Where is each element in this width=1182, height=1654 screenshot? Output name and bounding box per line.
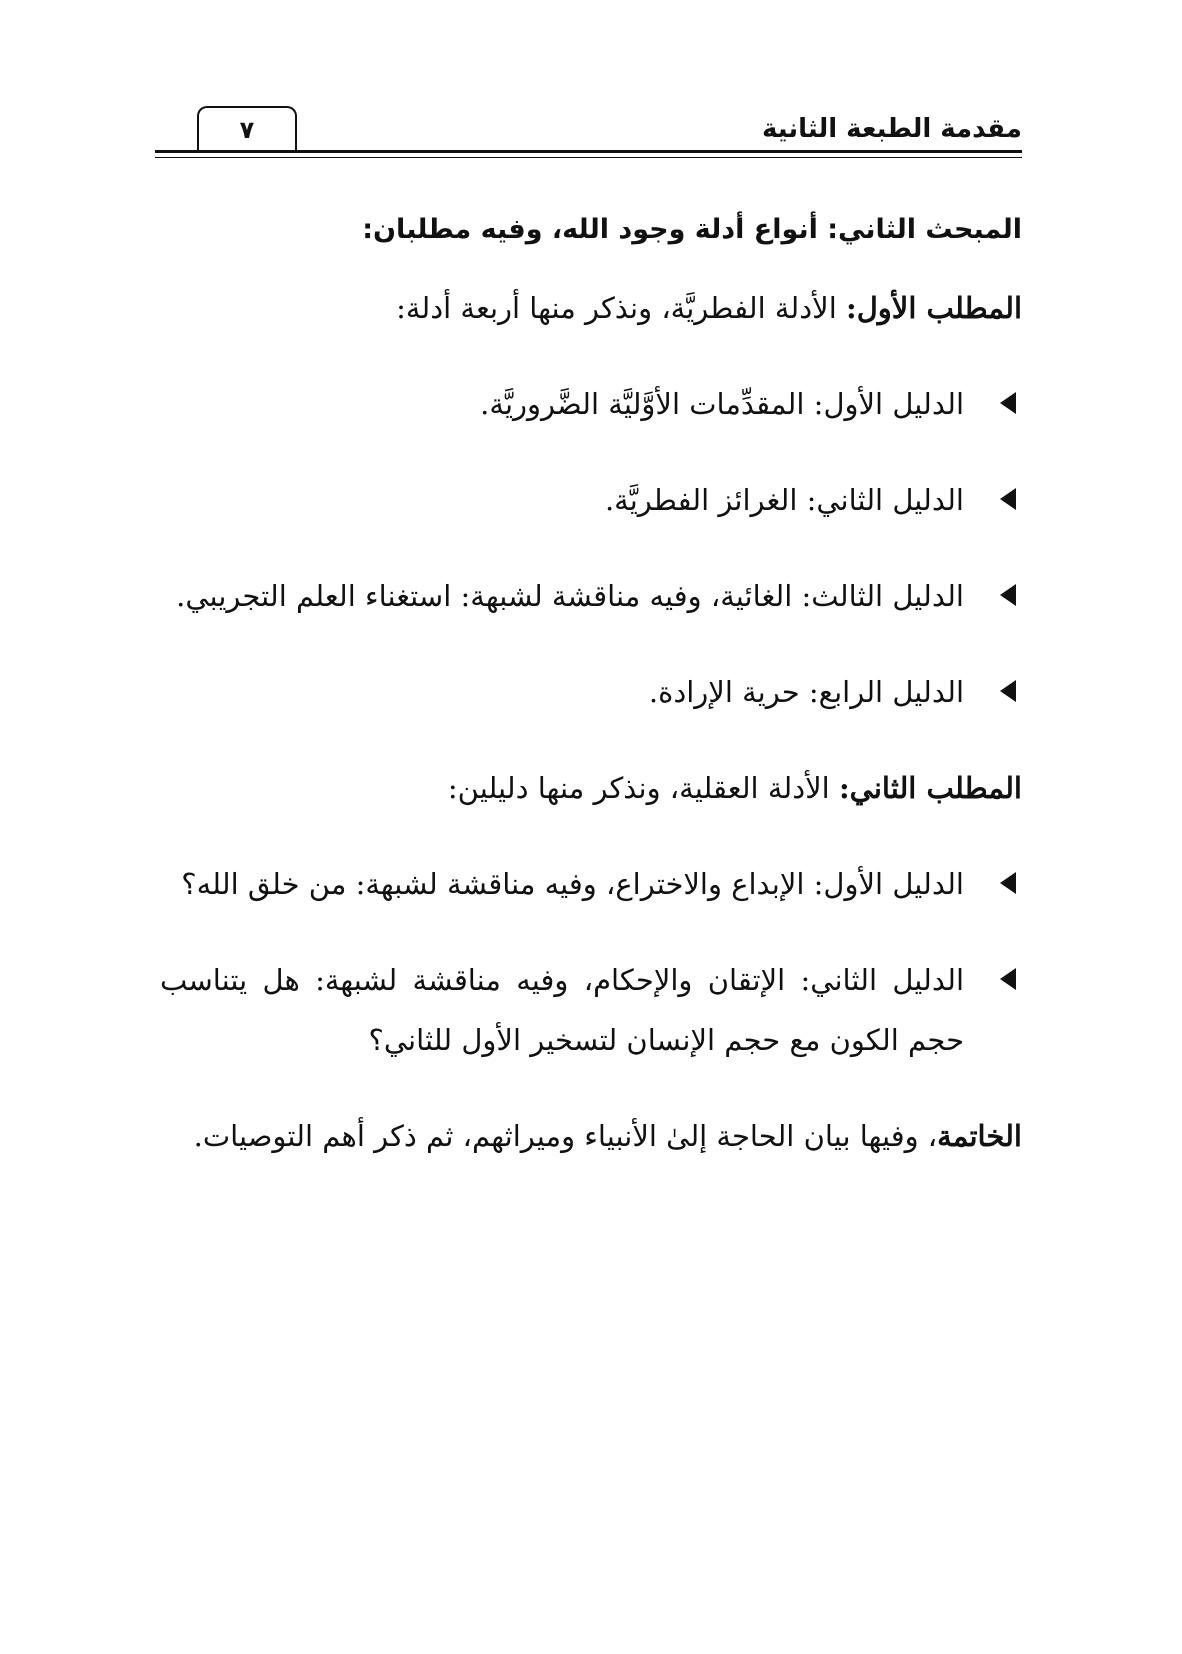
triangle-bullet-icon	[1000, 584, 1016, 606]
page-number: ٧	[239, 116, 255, 144]
list-item	[160, 566, 1022, 626]
triangle-bullet-icon	[1000, 680, 1016, 702]
list-item-text: الدليل الأول: المقدِّمات الأوَّليَّة الضَّروريَّة.	[480, 387, 964, 421]
first-topic-text: الأدلة الفطريَّة، ونذكر منها أربعة أدلة:	[396, 291, 846, 325]
header-rule-thin	[155, 157, 1022, 158]
first-topic-label: المطلب الأول:	[846, 291, 1022, 325]
list-item-text: الدليل الثالث: الغائية، وفيه مناقشة لشبهة: استغناء العلم التجريبي.	[176, 579, 964, 613]
second-topic-label: المطلب الثاني:	[838, 771, 1022, 805]
list-item	[160, 662, 1022, 722]
conclusion-label: الخاتمة	[937, 1119, 1022, 1153]
list-item-text: الدليل الثاني: الإتقان والإحكام، وفيه مناقشة لشبهة: هل يتناسب حجم الكون مع حجم الإنسان لتسخير الأول للثاني؟	[160, 963, 964, 1057]
list-item	[160, 950, 1022, 1070]
list-item	[160, 854, 1022, 914]
triangle-bullet-icon	[1000, 392, 1016, 414]
triangle-bullet-icon	[1000, 872, 1016, 894]
triangle-bullet-icon	[1000, 968, 1016, 990]
page-body	[160, 200, 1022, 1202]
header-rule-thick	[155, 150, 1022, 153]
running-header-title: مقدمة الطبعة الثانية	[761, 114, 1022, 144]
conclusion-text: ، وفيها بيان الحاجة إلىٰ الأنبياء وميراثهم، ثم ذكر أهم التوصيات.	[193, 1119, 938, 1153]
list-item-text: الدليل الرابع: حرية الإرادة.	[648, 675, 964, 709]
second-topic-paragraph	[160, 758, 1022, 818]
second-topic-text: الأدلة العقلية، ونذكر منها دليلين:	[447, 771, 839, 805]
running-header	[155, 100, 1022, 160]
list-item-text: الدليل الأول: الإبداع والاختراع، وفيه مناقشة لشبهة: من خلق الله؟	[181, 867, 964, 901]
list-item-text: الدليل الثاني: الغرائز الفطريَّة.	[604, 483, 964, 517]
section-heading: المبحث الثاني: أنواع أدلة وجود الله، وفيه مطلبان:	[362, 214, 1022, 245]
page-number-box	[197, 106, 297, 152]
first-topic-paragraph	[160, 278, 1022, 338]
list-item	[160, 374, 1022, 434]
conclusion-paragraph	[160, 1106, 1022, 1166]
list-item	[160, 470, 1022, 530]
triangle-bullet-icon	[1000, 488, 1016, 510]
